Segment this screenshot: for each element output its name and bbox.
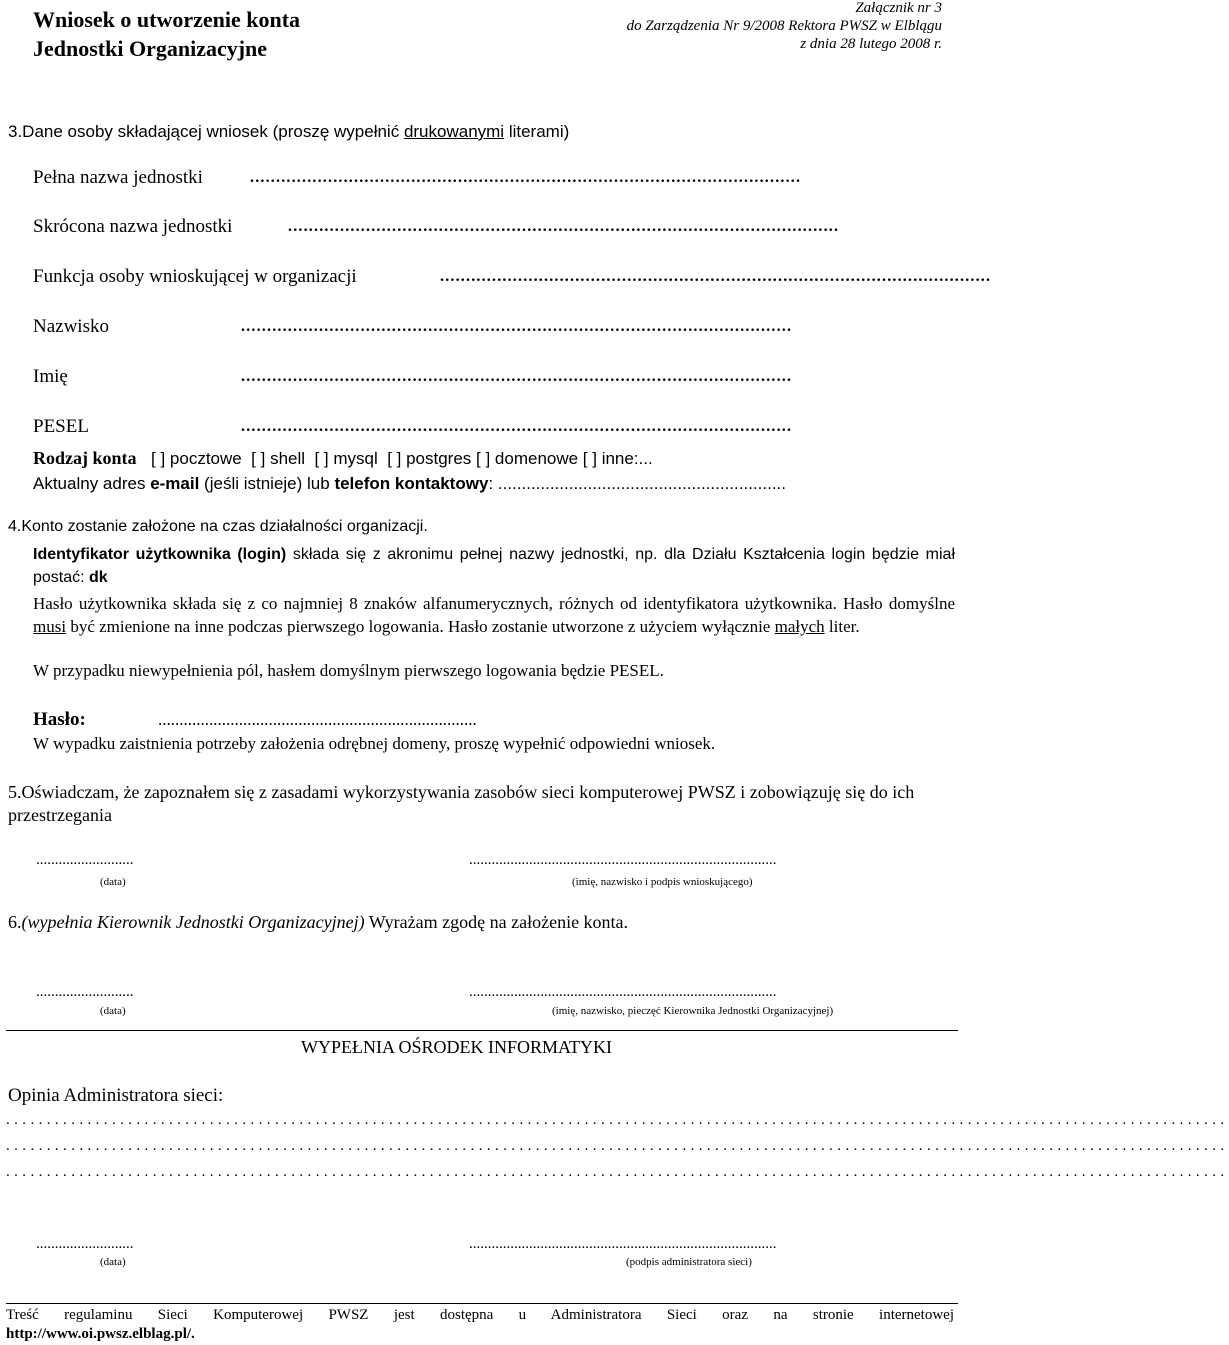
opinion-line-2[interactable]: ...................................................................................................................................................... (6, 1138, 1229, 1154)
admin-date-label: (data) (100, 1256, 126, 1268)
footer-url[interactable]: http://www.oi.pwsz.elblag.pl/ (6, 1326, 192, 1342)
pesel-label: PESEL (33, 416, 89, 437)
s5-signature-field[interactable]: .................................................................................. (469, 852, 777, 868)
admin-opinion-label: Opinia Administratora sieci: (8, 1085, 224, 1106)
section-divider (6, 1030, 958, 1031)
form-title-line2: Jednostki Organizacyjne (33, 36, 268, 61)
approval-text: 6.(wypełnia Kierownik Jednostki Organizacyjnej) Wyrażam zgodę na założenie konta. (8, 912, 629, 932)
footer-url-row: http://www.oi.pwsz.elblag.pl/. (6, 1326, 195, 1342)
account-type-row (33, 448, 653, 469)
attachment-regulation: do Zarządzenia Nr 9/2008 Rektora PWSZ w Elblągu (626, 18, 942, 34)
surname-field[interactable]: .......................................................................................................... (241, 318, 793, 335)
account-type-label: Rodzaj konta (33, 448, 137, 468)
form-title (33, 5, 300, 63)
function-label: Funkcja osoby wnioskującej w organizacji (33, 266, 357, 287)
function-field[interactable]: .......................................................................................................... (440, 268, 992, 285)
s5-date-label: (data) (100, 876, 126, 888)
admin-signature-label: (podpis administratora sieci) (626, 1256, 752, 1268)
firstname-label: Imię (33, 366, 68, 387)
admin-signature-field[interactable]: .................................................................................. (469, 1236, 777, 1252)
login-paragraph: Identyfikator użytkownika (login) składa się z akronimu pełnej nazwy jednostki, np. dla Działu Kształcenia login będzie miał postać: dk (33, 546, 956, 586)
it-section-heading: WYPEŁNIA OŚRODEK INFORMATYKI (301, 1037, 613, 1057)
short-name-label: Skrócona nazwa jednostki (33, 216, 233, 237)
full-name-field[interactable]: .......................................................................................................... (250, 169, 802, 186)
contact-row: Aktualny adres e-mail (jeśli istnieje) lub telefon kontaktowy: ............................................................. (33, 474, 786, 493)
footer-text: Treść regulaminu Sieci Komputerowej PWSZ jest dostępna u Administratora Sieci oraz na stronie internetowej (6, 1307, 954, 1323)
admin-date-field[interactable]: .......................... (36, 1236, 134, 1252)
declaration-text: 5.Oświadczam, że zapoznałem się z zasadami wykorzystywania zasobów sieci komputerowej PWSZ i zobowiązuję się do ich przestrzegania (8, 782, 915, 825)
password-row (33, 709, 477, 731)
contact-field[interactable]: ............................................................. (497, 474, 786, 493)
s6-date-label: (data) (100, 1005, 126, 1017)
footer-divider (6, 1303, 958, 1304)
domain-note: W wypadku zaistnienia potrzeby założenia odrębnej domeny, proszę wypełnić odpowiedni wniosek. (33, 734, 716, 753)
full-name-label: Pełna nazwa jednostki (33, 167, 203, 188)
opinion-line-1[interactable]: ...................................................................................................................................................... (6, 1112, 1229, 1128)
s6-signature-label: (imię, nazwisko, pieczęć Kierownika Jednostki Organizacyjnej) (552, 1005, 834, 1017)
opinion-line-3[interactable]: ...................................................................................................................................................... (6, 1164, 1229, 1180)
account-type-options[interactable]: [ ] pocztowe [ ] shell [ ] mysql [ ] postgres [ ] domenowe [ ] inne:... (151, 449, 653, 468)
s6-signature-field[interactable]: .................................................................................. (469, 984, 777, 1000)
section3-heading: 3.Dane osoby składającej wniosek (proszę wypełnić drukowanymi literami) (8, 122, 570, 141)
s6-date-field[interactable]: .......................... (36, 984, 134, 1000)
password-rules-paragraph: Hasło użytkownika składa się z co najmniej 8 znaków alfanumerycznych, różnych od identyfikatora użytkownika. Hasło domyślne musi być zmienione na inne podczas pierwszego logowania. Hasło zostanie utworzone z użyciem wyłącznie małych liter. (33, 594, 955, 636)
s5-signature-label: (imię, nazwisko i podpis wnioskującego) (572, 876, 753, 888)
attachment-date: z dnia 28 lutego 2008 r. (800, 36, 942, 52)
firstname-field[interactable]: .......................................................................................................... (241, 368, 793, 385)
form-title-line1: Wniosek o utworzenie konta (33, 7, 301, 32)
password-field[interactable]: ........................................................................... (158, 710, 477, 729)
surname-label: Nazwisko (33, 316, 109, 337)
pesel-default-note: W przypadku niewypełnienia pól, hasłem domyślnym pierwszego logowania będzie PESEL. (33, 661, 664, 680)
password-label: Hasło: (33, 709, 86, 730)
pesel-field[interactable]: .......................................................................................................... (241, 418, 793, 435)
attachment-note (627, 0, 942, 53)
s5-date-field[interactable]: .......................... (36, 852, 134, 868)
short-name-field[interactable]: .......................................................................................................... (288, 218, 840, 235)
attachment-number: Załącznik nr 3 (855, 0, 942, 16)
section4-heading: 4.Konto zostanie założone na czas działalności organizacji. (8, 518, 428, 535)
